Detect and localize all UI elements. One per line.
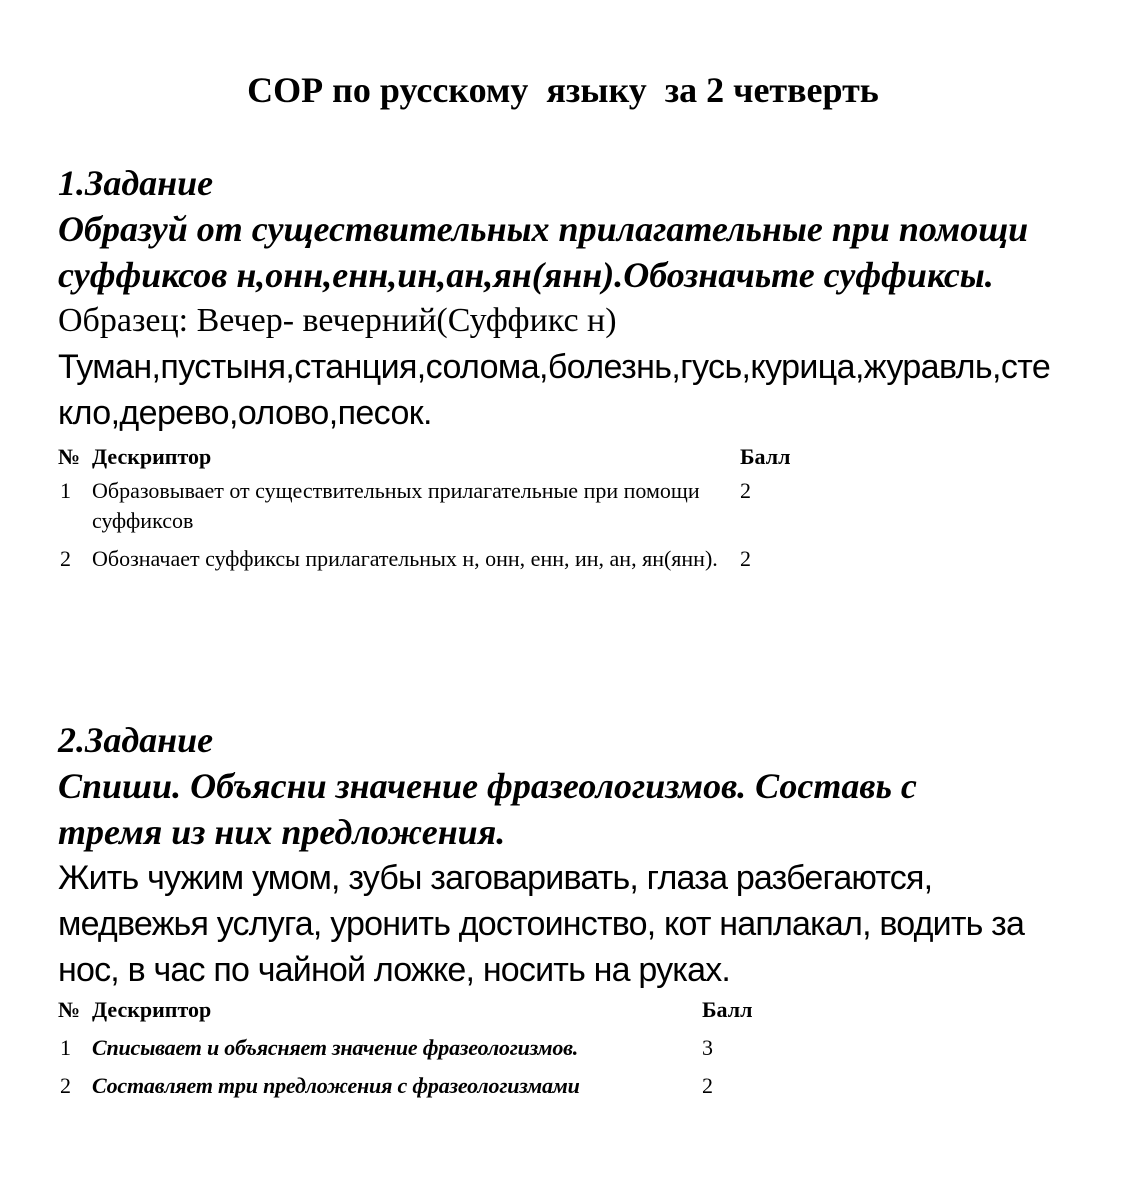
task-1-descriptor-table xyxy=(58,442,790,578)
task-1-sample: Образец: Вечер- вечерний(Суффикс н) xyxy=(58,302,617,339)
row-num: 1 xyxy=(60,478,71,503)
header-score: Балл xyxy=(702,997,753,1022)
table-row xyxy=(58,1063,752,1101)
header-descriptor: Дескриптор xyxy=(92,444,212,469)
row-num: 1 xyxy=(60,1035,71,1060)
header-descriptor: Дескриптор xyxy=(92,997,212,1022)
row-score: 2 xyxy=(740,478,751,503)
row-score: 3 xyxy=(702,1035,713,1060)
row-descriptor: Обозначает суффиксы прилагательных н, онн, енн, ин, ан, ян(янн). xyxy=(92,546,718,571)
task-2 xyxy=(58,717,1088,1101)
row-score: 2 xyxy=(740,546,751,571)
table-row xyxy=(58,472,790,540)
table-row xyxy=(58,1025,752,1063)
task-2-heading: 2.Задание xyxy=(58,720,214,760)
table-header-row xyxy=(58,442,790,472)
header-num: № xyxy=(58,444,81,469)
row-descriptor: Составляет три предложения с фразеологизмами xyxy=(92,1073,580,1098)
row-descriptor: Списывает и объясняет значение фразеологизмов. xyxy=(92,1035,579,1060)
task-1-word-list: Туман,пустыня,станция,солома,болезнь,гусь,курица,журавль,стекло,дерево,олово,песок. xyxy=(58,348,1051,432)
header-num: № xyxy=(58,997,81,1022)
page-title: СОР по русскому языку за 2 четверть xyxy=(247,70,879,110)
task-2-instruction: Спиши. Объясни значение фразеологизмов. Составь с тремя из них предложения. xyxy=(58,766,917,852)
row-num: 2 xyxy=(60,1073,71,1098)
task-1-instruction: Образуй от существительных прилагательные при помощи суффиксов н,онн,енн,ин,ан,ян(янн).Обозначьте суффиксы. xyxy=(58,209,1029,295)
task-2-descriptor-table xyxy=(58,995,752,1101)
header-score: Балл xyxy=(740,444,791,469)
row-descriptor: Образовывает от существительных прилагательные при помощи суффиксов xyxy=(92,478,700,533)
table-row xyxy=(58,540,790,578)
task-1 xyxy=(58,160,1088,578)
task-2-phrase-list: Жить чужим умом, зубы заговаривать, глаза разбегаются, медвежья услуга, уронить достоинство, кот наплакал, водить за нос, в час по чайной ложке, носить на руках. xyxy=(58,859,1025,989)
row-num: 2 xyxy=(60,546,71,571)
table-header-row xyxy=(58,995,752,1025)
task-1-heading: 1.Задание xyxy=(58,163,214,203)
row-score: 2 xyxy=(702,1073,713,1098)
